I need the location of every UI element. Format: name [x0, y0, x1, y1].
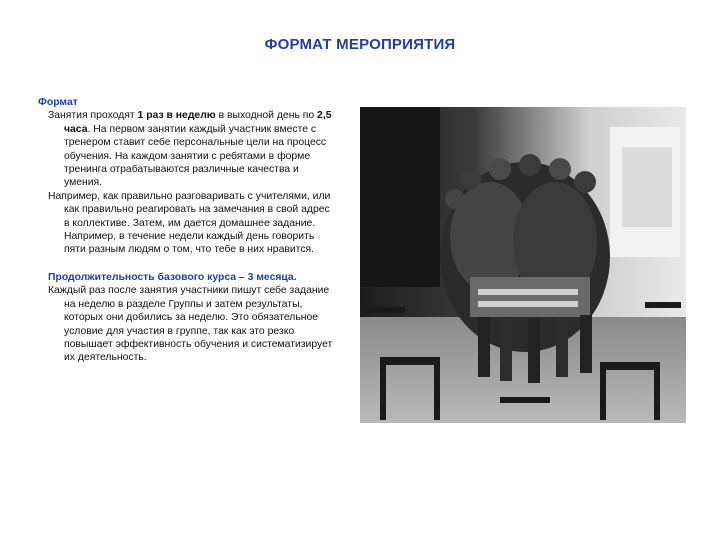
duration-heading: Продолжительность базового курса – 3 месяца.	[48, 271, 297, 283]
p1-bold-frequency: 1 раз в неделю	[137, 110, 216, 122]
slide-title: ФОРМАТ МЕРОПРИЯТИЯ	[264, 36, 456, 53]
p1-text-a: Занятия проходят	[48, 110, 138, 122]
format-heading: Формат	[38, 97, 78, 108]
format-paragraph-2: Например, как правильно разговаривать с учителями, или как правильно реагировать на замечания в свой адрес в коллективе. Затем, им дается домашнее задание. Например, в течение недели каждый день говорить пяти разным людям о том, что тебе в них нравится.	[48, 190, 331, 256]
p1-text-c: . На первом занятии каждый участник вместе с тренером ставит себе персональные цели на процесс обучения. На каждом занятии с ребятами в форме тренинга отрабатываются различные качества и умения.	[64, 123, 327, 189]
format-paragraph-1	[38, 109, 338, 189]
text-column	[38, 96, 338, 365]
group-hug-photo	[360, 107, 686, 423]
p1-bold-duration: 2,5 часа	[64, 110, 332, 135]
duration-paragraph: Каждый раз после занятия участники пишут себе задание на неделю в разделе Группы и затем результаты, которых они добились за неделю. Это обязательное условие для участия в группе, так как это резко повышает эффективность обучения и систематизирует их деятельность.	[48, 285, 333, 364]
p1-text-b: в выходной день по	[215, 110, 318, 122]
